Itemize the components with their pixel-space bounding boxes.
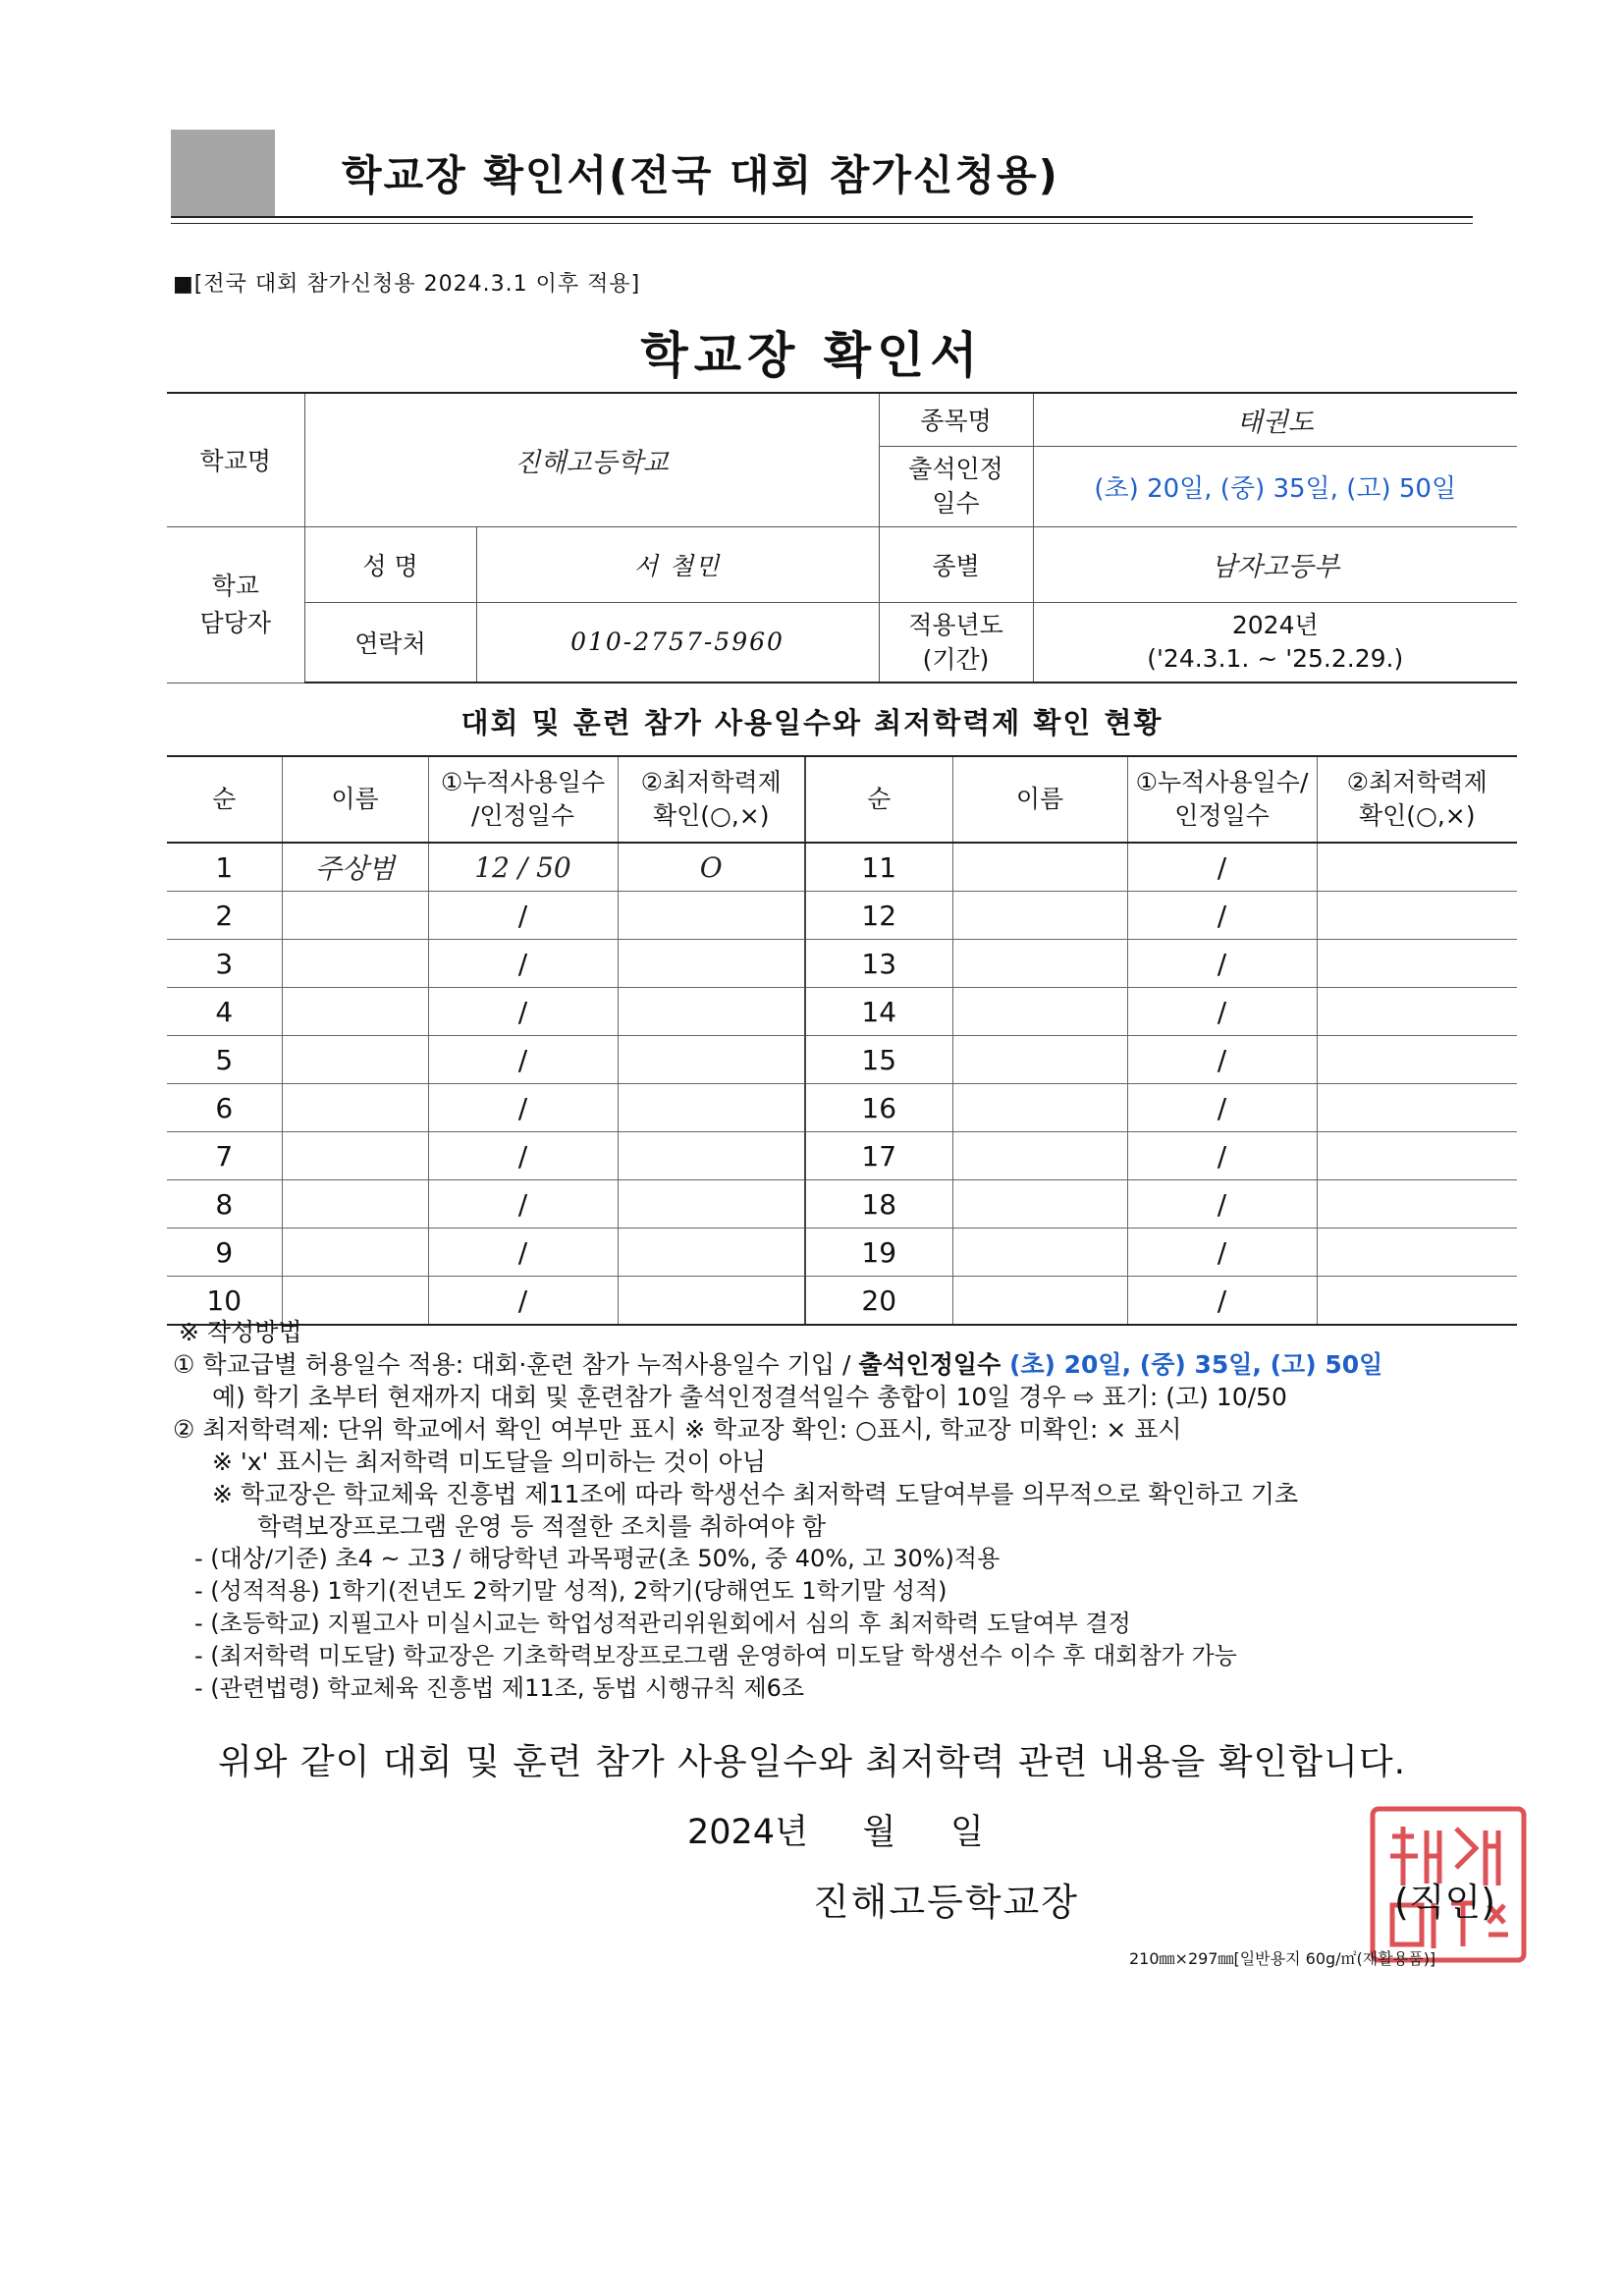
row-number-right: 18 [805,1180,952,1229]
manager-label: 학교 담당자 [167,526,304,683]
days-used-ratio: / [428,1180,618,1229]
row-number-right: 11 [805,843,952,892]
applicability-note: ■[전국 대회 참가신청용 2024.3.1 이후 적용] [173,272,641,297]
row-number: 1 [167,843,282,892]
row-number-right: 16 [805,1084,952,1132]
student-name-right [952,940,1127,988]
days-used-ratio-right: / [1127,1277,1317,1326]
row-number-right: 13 [805,940,952,988]
banner-title: 학교장 확인서(전국 대회 참가신청용) [342,151,1059,199]
days-used-ratio-right: / [1127,1229,1317,1277]
seal-label: (직인) [1394,1881,1496,1924]
notes-heading: ※ 작성방법 [179,1318,302,1346]
student-name-right [952,843,1127,892]
roster-row [167,843,1517,892]
roster-row [167,940,1517,988]
days-used-ratio: / [428,1036,618,1084]
academic-check [618,1180,805,1229]
roster-row [167,892,1517,940]
row-number-right: 20 [805,1277,952,1326]
days-used-ratio: / [428,892,618,940]
days-used-ratio-right: / [1127,1036,1317,1084]
academic-check-right [1317,843,1517,892]
division-value: 남자고등부 [1033,526,1517,602]
note-bullet: - (초등학교) 지필고사 미실시교는 학업성적관리위원회에서 심의 후 최저학력 도달여부 결정 [194,1610,1131,1637]
row-number: 3 [167,940,282,988]
row-number-right: 17 [805,1132,952,1180]
academic-check-right [1317,1084,1517,1132]
student-name-right [952,892,1127,940]
contact-label: 연락처 [304,602,476,683]
year-value: 2024년 [1231,611,1319,639]
row-number-right: 19 [805,1229,952,1277]
days-used-ratio-right: / [1127,988,1317,1036]
note-item-2-sub2-cont: 학력보장프로그램 운영 등 적절한 조치를 취하여야 함 [257,1512,826,1541]
student-name: 주상범 [282,843,428,892]
days-used-ratio-right: / [1127,843,1317,892]
academic-check-right [1317,1229,1517,1277]
academic-check [618,892,805,940]
header-days: ①누적사용일수 /인정일수 [428,756,618,843]
row-number-right: 15 [805,1036,952,1084]
header-name-right: 이름 [952,756,1127,843]
days-used-ratio: / [428,988,618,1036]
name-label: 성 명 [304,526,476,602]
roster-row [167,988,1517,1036]
row-number: 7 [167,1132,282,1180]
document-title: 학교장 확인서 [640,327,984,384]
period-value: ('24.3.1. ~ '25.2.29.) [1147,643,1404,673]
division-label: 종별 [879,526,1033,602]
student-name [282,892,428,940]
note-item-2-sub2: ※ 학교장은 학교체육 진흥법 제11조에 따라 학생선수 최저학력 도달여부를 의무적으로 확인하고 기초 [212,1480,1299,1508]
days-used-ratio-right: / [1127,940,1317,988]
year-value-cell [1033,602,1517,683]
academic-check-right [1317,1132,1517,1180]
days-used-ratio-right: / [1127,1180,1317,1229]
academic-check-right [1317,940,1517,988]
info-table [167,392,1517,683]
header-name: 이름 [282,756,428,843]
roster-row [167,1229,1517,1277]
school-label: 학교명 [167,393,304,526]
header-no: 순 [167,756,282,843]
student-name-right [952,1036,1127,1084]
student-name [282,940,428,988]
roster-table [167,755,1517,1326]
days-used-ratio: / [428,1277,618,1326]
header-days-right: ①누적사용일수/ 인정일수 [1127,756,1317,843]
student-name [282,1084,428,1132]
attendance-label: 출석인정일수 [879,446,1033,526]
header-gray-block [171,130,275,216]
student-name [282,1229,428,1277]
academic-check: O [618,843,805,892]
row-number: 9 [167,1229,282,1277]
student-name-right [952,1084,1127,1132]
note-bullet: - (대상/기준) 초4 ~ 고3 / 해당학년 과목평균(초 50%, 중 40%, 고 30%)적용 [194,1545,1001,1572]
paper-spec-footnote: 210㎜×297㎜[일반용지 60g/㎡(재활용품)] [1129,1949,1436,1968]
academic-check [618,940,805,988]
attendance-value: (초) 20일, (중) 35일, (고) 50일 [1033,446,1517,526]
student-name [282,1036,428,1084]
event-label: 종목명 [879,393,1033,446]
note-bullet: - (성적적용) 1학기(전년도 2학기말 성적), 2학기(당해연도 1학기말 성적) [194,1577,947,1605]
row-number: 6 [167,1084,282,1132]
student-name-right [952,1229,1127,1277]
days-used-ratio: / [428,1229,618,1277]
row-number: 10 [167,1277,282,1326]
contact-value: 010-2757-5960 [476,602,879,683]
academic-check [618,1036,805,1084]
row-number-right: 14 [805,988,952,1036]
note-item-1-example: 예) 학기 초부터 현재까지 대회 및 훈련참가 출석인정결석일수 총합이 10일 경우 ⇨ 표기: (고) 10/50 [212,1383,1287,1411]
note-item-1: ① 학교급별 허용일수 적용: 대회·훈련 참가 누적사용일수 기입 / 출석인정일수 (초) 20일, (중) 35일, (고) 50일 [173,1350,1383,1379]
row-number: 4 [167,988,282,1036]
event-value: 태권도 [1033,393,1517,446]
row-number: 2 [167,892,282,940]
roster-row [167,1180,1517,1229]
academic-check-right [1317,988,1517,1036]
roster-row [167,1084,1517,1132]
name-value: 서 철민 [476,526,879,602]
roster-row [167,1036,1517,1084]
student-name-right [952,988,1127,1036]
academic-check [618,988,805,1036]
row-number: 5 [167,1036,282,1084]
days-used-ratio: / [428,1132,618,1180]
note-item-2-sub1: ※ 'x' 표시는 최저학력 미도달을 의미하는 것이 아님 [212,1448,766,1476]
header-no-right: 순 [805,756,952,843]
student-name-right [952,1180,1127,1229]
section-title: 대회 및 훈련 참가 사용일수와 최저학력제 확인 현황 [460,706,1164,739]
header-rule-thin [171,223,1473,224]
days-used-ratio-right: / [1127,1132,1317,1180]
row-number-right: 12 [805,892,952,940]
student-name [282,1132,428,1180]
writing-instructions [173,1316,1528,1705]
note-bullet: - (최저학력 미도달) 학교장은 기초학력보장프로그램 운영하여 미도달 학생선수 이수 후 대회참가 가능 [194,1642,1237,1669]
days-used-ratio-right: / [1127,1084,1317,1132]
student-name [282,1180,428,1229]
date-line: 2024년 월 일 [687,1813,984,1852]
academic-check-right [1317,1180,1517,1229]
student-name-right [952,1132,1127,1180]
year-label: 적용년도 (기간) [879,602,1033,683]
header-rule [171,216,1473,218]
header-check: ②최저학력제 확인(○,×) [618,756,805,843]
note-bullet: - (관련법령) 학교체육 진흥법 제11조, 동법 시행규칙 제6조 [194,1674,805,1702]
days-used-ratio-right: / [1127,892,1317,940]
academic-check [618,1132,805,1180]
academic-check-right [1317,892,1517,940]
note-item-2: ② 최저학력제: 단위 학교에서 확인 여부만 표시 ※ 학교장 확인: ○표시, 학교장 미확인: × 표시 [173,1415,1182,1444]
roster-header-row [167,756,1517,843]
academic-check-right [1317,1036,1517,1084]
days-used-ratio: 12 / 50 [428,843,618,892]
student-name [282,988,428,1036]
roster-row [167,1132,1517,1180]
days-used-ratio: / [428,940,618,988]
academic-check [618,1084,805,1132]
principal-name: 진해고등학교장 [813,1881,1079,1924]
school-value: 진해고등학교 [304,393,879,526]
header-check-right: ②최저학력제 확인(○,×) [1317,756,1517,843]
academic-check [618,1229,805,1277]
days-used-ratio: / [428,1084,618,1132]
row-number: 8 [167,1180,282,1229]
confirmation-statement: 위와 같이 대회 및 훈련 참가 사용일수와 최저학력 관련 내용을 확인합니다. [217,1742,1407,1782]
